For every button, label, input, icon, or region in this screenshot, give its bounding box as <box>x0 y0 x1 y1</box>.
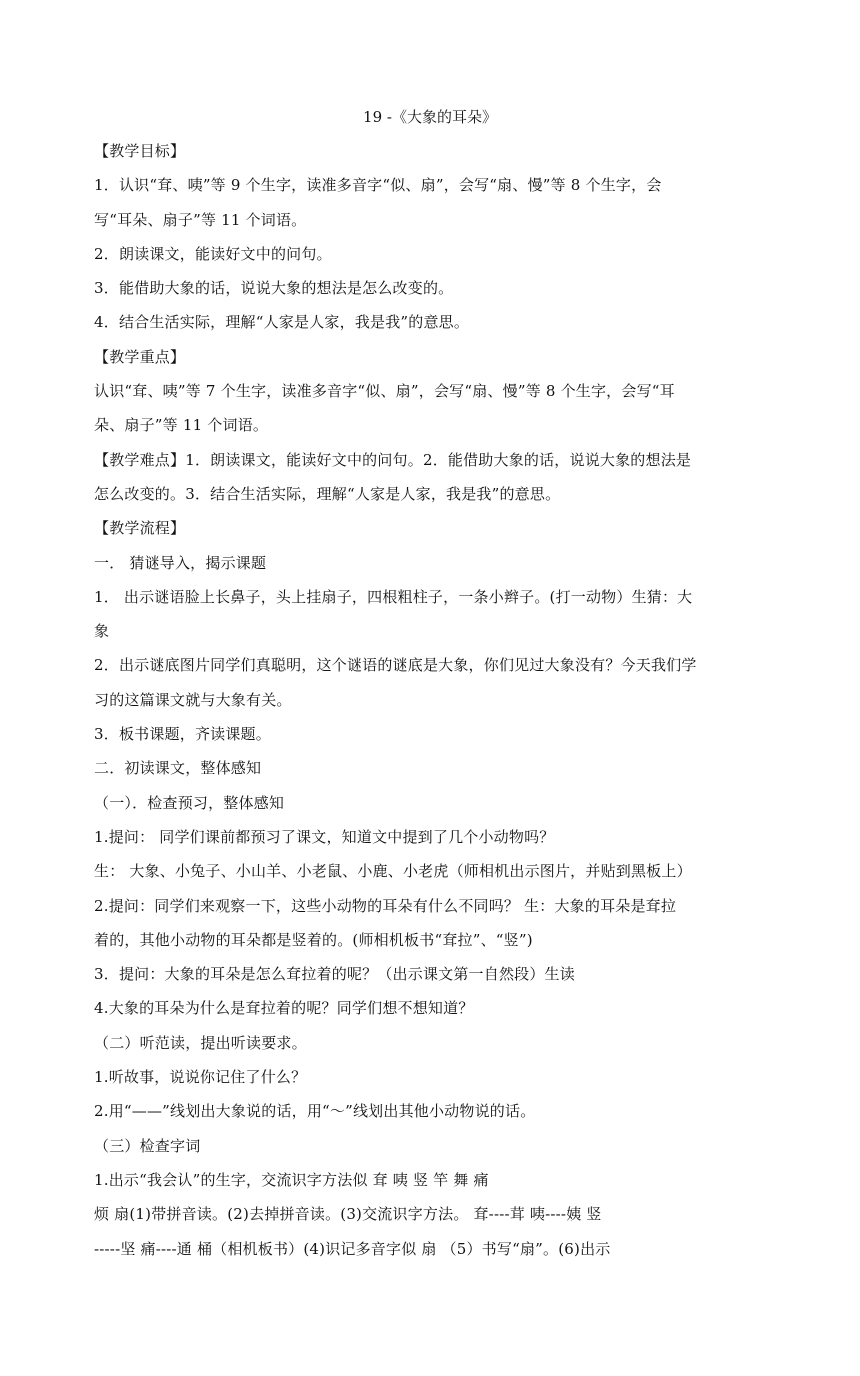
text-line: 1．认识“耷、咦”等 9 个生字，读准多音字“似、扇”，会写“扇、慢”等 8 个生字，会 <box>94 176 662 195</box>
text-line: 【教学重点】 <box>94 347 186 366</box>
text-line: （一）．检查预习，整体感知 <box>94 793 285 812</box>
text-line: 烦 扇(1)带拼音读。(2)去掉拼音读。(3)交流识字方法。 耷----茸 咦----姨 竖 <box>94 1205 602 1224</box>
text-line: 3．板书课题，齐读课题。 <box>94 725 271 744</box>
text-line: 二．初读课文，整体感知 <box>94 759 262 778</box>
document-page <box>94 100 766 1266</box>
document-body <box>94 134 766 1266</box>
text-line: 2．出示谜底图片同学们真聪明，这个谜语的谜底是大象，你们见过大象没有？今天我们学 <box>94 656 697 675</box>
text-line: 1.出示“我会认”的生字，交流识字方法似 耷 咦 竖 竿 舞 痛 <box>94 1170 489 1189</box>
text-line: 象 <box>94 622 110 641</box>
text-line: 【教学难点】1．朗读课文，能读好文中的问句。2．能借助大象的话，说说大象的想法是 <box>94 450 692 469</box>
text-line: 3．提问：大象的耳朵是怎么耷拉着的呢？（出示课文第一自然段）生读 <box>94 965 575 984</box>
text-line: 1.提问： 同学们课前都预习了课文，知道文中提到了几个小动物吗？ <box>94 827 555 846</box>
text-line: 1.听故事，说说你记住了什么？ <box>94 1068 307 1087</box>
text-line: （三）检查字词 <box>94 1136 201 1155</box>
text-line: 写“耳朵、扇子”等 11 个词语。 <box>94 210 307 229</box>
text-line: （二）听范读，提出听读要求。 <box>94 1033 307 1052</box>
text-line: 怎么改变的。3．结合生活实际，理解“人家是人家，我是我”的意思。 <box>94 484 561 503</box>
text-line: 1． 出示谜语脸上长鼻子，头上挂扇子，四根粗柱子，一条小辫子。(打一动物）生猜：大 <box>94 587 693 606</box>
text-line: 认识“耷、咦”等 7 个生字，读准多音字“似、扇”，会写“扇、慢”等 8 个生字，会写“耳 <box>94 382 675 401</box>
text-line: 4.大象的耳朵为什么是耷拉着的呢？同学们想不想知道？ <box>94 999 474 1018</box>
text-line: 4．结合生活实际，理解“人家是人家，我是我”的意思。 <box>94 313 470 332</box>
text-line: 【教学流程】 <box>94 519 186 538</box>
text-line: 2．朗读课文，能读好文中的问句。 <box>94 244 332 263</box>
text-line: 着的，其他小动物的耳朵都是竖着的。(师相机板书“耷拉”、“竖”) <box>94 930 533 949</box>
text-line: 生： 大象、小兔子、小山羊、小老鼠、小鹿、小老虎（师相机出示图片，并贴到黑板上） <box>94 862 692 881</box>
text-line: 朵、扇子”等 11 个词语。 <box>94 416 269 435</box>
text-line: 习的这篇课文就与大象有关。 <box>94 690 292 709</box>
text-line: 3．能借助大象的话，说说大象的想法是怎么改变的。 <box>94 279 454 298</box>
text-line: 【教学目标】 <box>94 142 186 160</box>
text-line: 2.用“——”线划出大象说的话，用“～”线划出其他小动物说的话。 <box>94 1102 536 1121</box>
text-line: 一． 猜谜导入，揭示课题 <box>94 553 267 572</box>
text-line: -----坚 痛----通 桶（相机板书）(4)识记多音字似 扇 （5）书写“扇”。(6)出示 <box>94 1239 611 1258</box>
document-title: 19 -《大象的耳朵》 <box>363 108 497 126</box>
text-line: 2.提问：同学们来观察一下，这些小动物的耳朵有什么不同吗？ 生：大象的耳朵是耷拉 <box>94 896 677 915</box>
